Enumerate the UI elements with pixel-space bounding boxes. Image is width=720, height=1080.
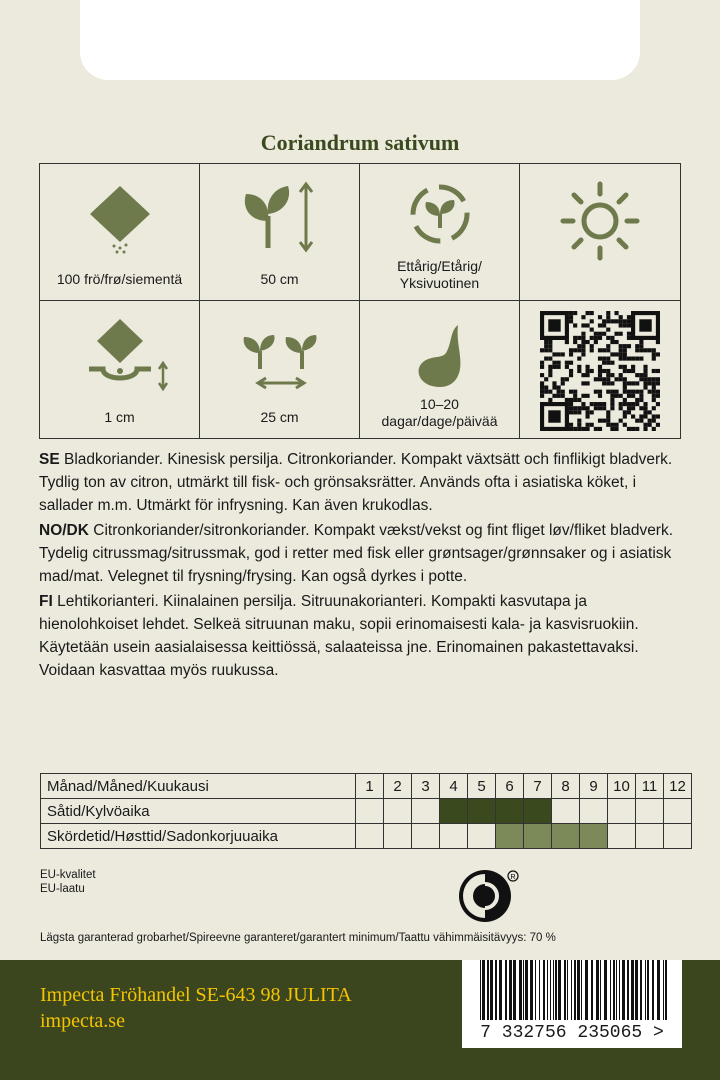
sowing-month-3 <box>412 799 440 824</box>
calendar-header-row <box>41 774 692 799</box>
seed-count: 100 frö/frø/siementä <box>56 271 183 287</box>
harvest-month-8 <box>552 824 580 849</box>
full-sun-icon <box>555 176 645 266</box>
species-name: Coriandrum sativum <box>260 130 460 155</box>
height-cell <box>200 164 360 301</box>
month-4: 4 <box>440 774 468 799</box>
harvest-month-10 <box>608 824 636 849</box>
sowing-depth: 1 cm <box>104 409 135 425</box>
life-cycle-cell <box>360 164 520 301</box>
month-5: 5 <box>468 774 496 799</box>
company-address: Impecta Fröhandel SE-643 98 JULITA <box>40 984 352 1006</box>
barcode-bars <box>466 960 678 1024</box>
sowing-month-1 <box>356 799 384 824</box>
eu-quality-line-2: EU-laatu <box>40 883 85 895</box>
germination-unit: dagar/dage/päivää <box>381 413 498 429</box>
sowing-month-9 <box>580 799 608 824</box>
description-fi <box>39 590 687 682</box>
harvest-month-5 <box>468 824 496 849</box>
sowing-month-12 <box>664 799 692 824</box>
text-se: Bladkoriander. Kinesisk persilja. Citronkoriander. Kompakt växtsätt och finflikigt bladverk. Tydlig ton av citron, utmärkt till fisk- och grönsaksrätter. Används ofta i asiatiska köket, i sallader m.m. Utmärkt för infrysning. Kan även krukodlas. <box>39 451 673 514</box>
eu-quality-line-1: EU-kvalitet <box>40 869 96 881</box>
lang-code-no-dk: NO/DK <box>39 522 89 539</box>
germination-time <box>360 396 519 430</box>
harvest-month-6 <box>496 824 524 849</box>
plant-spacing-icon <box>230 313 330 393</box>
harvest-month-7 <box>524 824 552 849</box>
life-cycle-line-1: Ettårig/Etårig/ <box>397 258 482 274</box>
plant-height-icon <box>230 176 330 256</box>
description-se <box>39 448 687 517</box>
description-block <box>39 448 687 684</box>
month-7: 7 <box>524 774 552 799</box>
harvest-month-12 <box>664 824 692 849</box>
sowing-month-7 <box>524 799 552 824</box>
month-10: 10 <box>608 774 636 799</box>
month-1: 1 <box>356 774 384 799</box>
plant-height: 50 cm <box>260 271 299 287</box>
sowing-month-11 <box>636 799 664 824</box>
month-3: 3 <box>412 774 440 799</box>
sowing-depth-cell <box>40 301 200 438</box>
month-12: 12 <box>664 774 692 799</box>
plant-spacing: 25 cm <box>260 409 299 425</box>
sowing-calendar <box>40 773 692 849</box>
lang-code-se: SE <box>39 451 60 468</box>
spacing-cell <box>200 301 360 438</box>
month-6: 6 <box>496 774 524 799</box>
sowing-month-6 <box>496 799 524 824</box>
sowing-month-4 <box>440 799 468 824</box>
month-2: 2 <box>384 774 412 799</box>
harvest-month-3 <box>412 824 440 849</box>
harvest-month-2 <box>384 824 412 849</box>
sun-cell <box>520 164 680 301</box>
text-no-dk: Citronkoriander/sitronkoriander. Kompakt vækst/vekst og fint fliget løv/fliket bladverk. Tydelig citrussmag/sitrussmak, god i retter med fisk eller grøntsager/grønnsaker og i asiatisk mad/mat. Velegnet til frysning/frysing. Kan også dyrkes i potte. <box>39 522 674 585</box>
harvest-label: Skördetid/Høsttid/Sadonkorjuuaika <box>41 824 356 849</box>
green-dot-recycle-icon <box>457 868 521 924</box>
qr-code-icon[interactable] <box>540 311 660 431</box>
life-cycle <box>360 258 519 292</box>
sowing-month-8 <box>552 799 580 824</box>
life-cycle-line-2: Yksivuotinen <box>399 275 480 291</box>
harvest-month-4 <box>440 824 468 849</box>
sowing-month-10 <box>608 799 636 824</box>
ean-barcode <box>462 960 682 1048</box>
eu-quality <box>40 868 96 896</box>
qr-cell <box>520 301 680 438</box>
hang-tab-cutout <box>80 0 640 80</box>
text-fi: Lehtikorianteri. Kiinalainen persilja. Sitruunakorianteri. Kompakti kasvutapa ja hienolohkoiset lehdet. Selkeä sitruunan maku, sopii erinomaisesti kala- ja kasvisruokiin. Käytetään usein aasialaisessa keittiössä, salaateissa jne. Erinomainen pakastettavaksi. Voidaan kasvattaa myös ruukussa. <box>39 593 639 679</box>
sowing-month-5 <box>468 799 496 824</box>
seed-count-cell <box>40 164 200 301</box>
description-no-dk <box>39 519 687 588</box>
info-icon-grid <box>39 163 681 439</box>
month-8: 8 <box>552 774 580 799</box>
seed-packet-icon <box>80 176 160 256</box>
company-website[interactable]: impecta.se <box>40 1010 125 1032</box>
germination-days: 10–20 <box>420 396 459 412</box>
sowing-label: Såtid/Kylvöaika <box>41 799 356 824</box>
harvest-month-11 <box>636 824 664 849</box>
barcode-number: 7 332756 235065 > <box>480 1023 664 1043</box>
harvest-month-1 <box>356 824 384 849</box>
month-11: 11 <box>636 774 664 799</box>
germination-guarantee: Lägsta garanterad grobarhet/Spireevne garanteret/garantert minimum/Taattu vähimmäisitävyys: 70 % <box>40 932 556 944</box>
harvest-row <box>41 824 692 849</box>
germination-cell <box>360 301 520 438</box>
lang-code-fi: FI <box>39 593 53 610</box>
sowing-row <box>41 799 692 824</box>
sowing-month-2 <box>384 799 412 824</box>
germination-sprout-icon <box>400 313 480 393</box>
sowing-depth-icon <box>65 313 175 393</box>
svg-text:R: R <box>510 874 516 881</box>
annual-cycle-icon <box>400 176 480 256</box>
harvest-month-9 <box>580 824 608 849</box>
month-header: Månad/Måned/Kuukausi <box>41 774 356 799</box>
month-9: 9 <box>580 774 608 799</box>
